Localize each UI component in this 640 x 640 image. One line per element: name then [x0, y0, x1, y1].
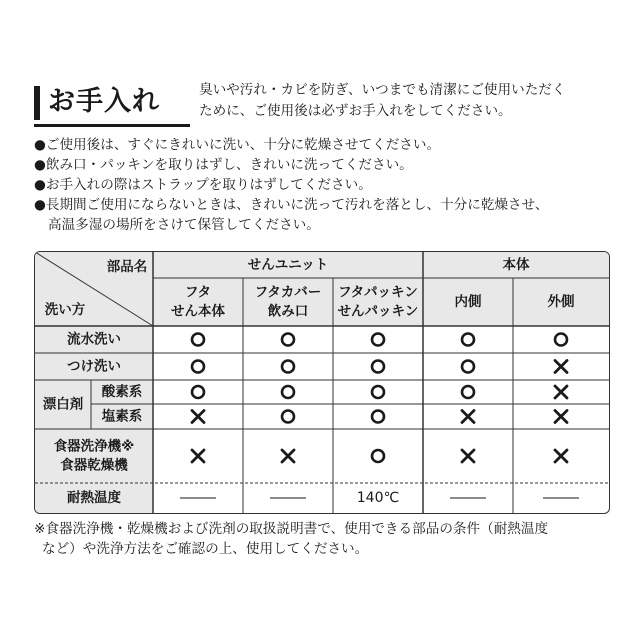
circle-mark-icon	[372, 450, 384, 462]
footnote	[34, 519, 624, 559]
footnote-line: ※食器洗浄機・乾燥機および洗剤の取扱説明書で、使用できる部品の条件（耐熱温度	[34, 521, 549, 537]
circle-mark-icon	[282, 334, 294, 346]
column-header-label: フタカバー	[254, 284, 322, 301]
bullet-item: ●飲み口・パッキンを取りはずし、きれいに洗ってください。	[34, 157, 413, 173]
section-title: お手入れ	[48, 86, 160, 117]
column-header-label: 外側	[547, 294, 575, 310]
intro-text	[199, 80, 611, 122]
intro-line: ために、ご使用後は必ずお手入れをしてください。	[199, 103, 512, 119]
bullet-item: ●お手入れの際はストラップを取りはずしてください。	[34, 177, 372, 193]
cross-mark-icon	[462, 450, 474, 462]
row-label: 酸素系	[101, 384, 143, 400]
table-cell-value: 140℃	[356, 490, 400, 506]
corner-label-method: 洗い方	[44, 302, 86, 318]
circle-mark-icon	[192, 361, 204, 373]
footnote-line: など）や洗浄方法をご確認の上、使用してください。	[42, 541, 369, 557]
cross-mark-icon	[192, 411, 204, 423]
cross-mark-icon	[555, 450, 567, 462]
washing-method-table	[34, 251, 610, 514]
cross-mark-icon	[555, 411, 567, 423]
circle-mark-icon	[372, 386, 384, 398]
title-accent-bar	[34, 86, 40, 120]
intro-line: 臭いや汚れ・カビを防ぎ、いつまでも清潔にご使用いただく	[199, 82, 566, 98]
row-label: 流水洗い	[67, 331, 121, 348]
bullet-item: ●長期間ご使用にならないときは、きれいに洗って汚れを落とし、十分に乾燥させ、	[34, 197, 549, 213]
circle-mark-icon	[555, 334, 567, 346]
circle-mark-icon	[462, 361, 474, 373]
care-instructions-list	[34, 135, 624, 235]
column-header-label: 飲み口	[267, 303, 309, 320]
column-header-label: フタ	[184, 284, 212, 301]
circle-mark-icon	[462, 334, 474, 346]
group-header-label: 本体	[502, 257, 530, 273]
bullet-item: ●ご使用後は、すぐにきれいに洗い、十分に乾燥させてください。	[34, 137, 441, 153]
circle-mark-icon	[462, 386, 474, 398]
row-group-label: 漂白剤	[42, 396, 84, 413]
row-label: つけ洗い	[67, 358, 121, 375]
column-header-label: せんパッキン	[337, 303, 419, 320]
circle-mark-icon	[192, 334, 204, 346]
circle-mark-icon	[372, 334, 384, 346]
section-header	[34, 80, 608, 126]
circle-mark-icon	[192, 386, 204, 398]
circle-mark-icon	[372, 361, 384, 373]
corner-label-parts: 部品名	[106, 259, 148, 275]
washing-method-table-graphic	[35, 252, 609, 513]
title-underline	[34, 124, 190, 127]
cross-mark-icon	[192, 450, 204, 462]
cross-mark-icon	[555, 361, 567, 373]
column-header-label: フタパッキン	[338, 284, 418, 301]
group-header-label: せんユニット	[247, 257, 329, 273]
column-header-label: 内側	[454, 294, 482, 310]
row-label: 塩素系	[101, 408, 143, 425]
circle-mark-icon	[282, 361, 294, 373]
row-label: 耐熱温度	[67, 490, 121, 506]
row-label: 食器乾燥機	[60, 457, 128, 474]
circle-mark-icon	[372, 411, 384, 423]
circle-mark-icon	[282, 411, 294, 423]
cross-mark-icon	[462, 411, 474, 423]
cross-mark-icon	[555, 386, 567, 398]
cross-mark-icon	[282, 450, 294, 462]
bullet-item-continued: 高温多湿の場所をさけて保管してください。	[48, 217, 320, 233]
column-header-label: せん本体	[171, 303, 225, 320]
circle-mark-icon	[282, 386, 294, 398]
row-label: 食器洗浄機※	[53, 438, 135, 455]
